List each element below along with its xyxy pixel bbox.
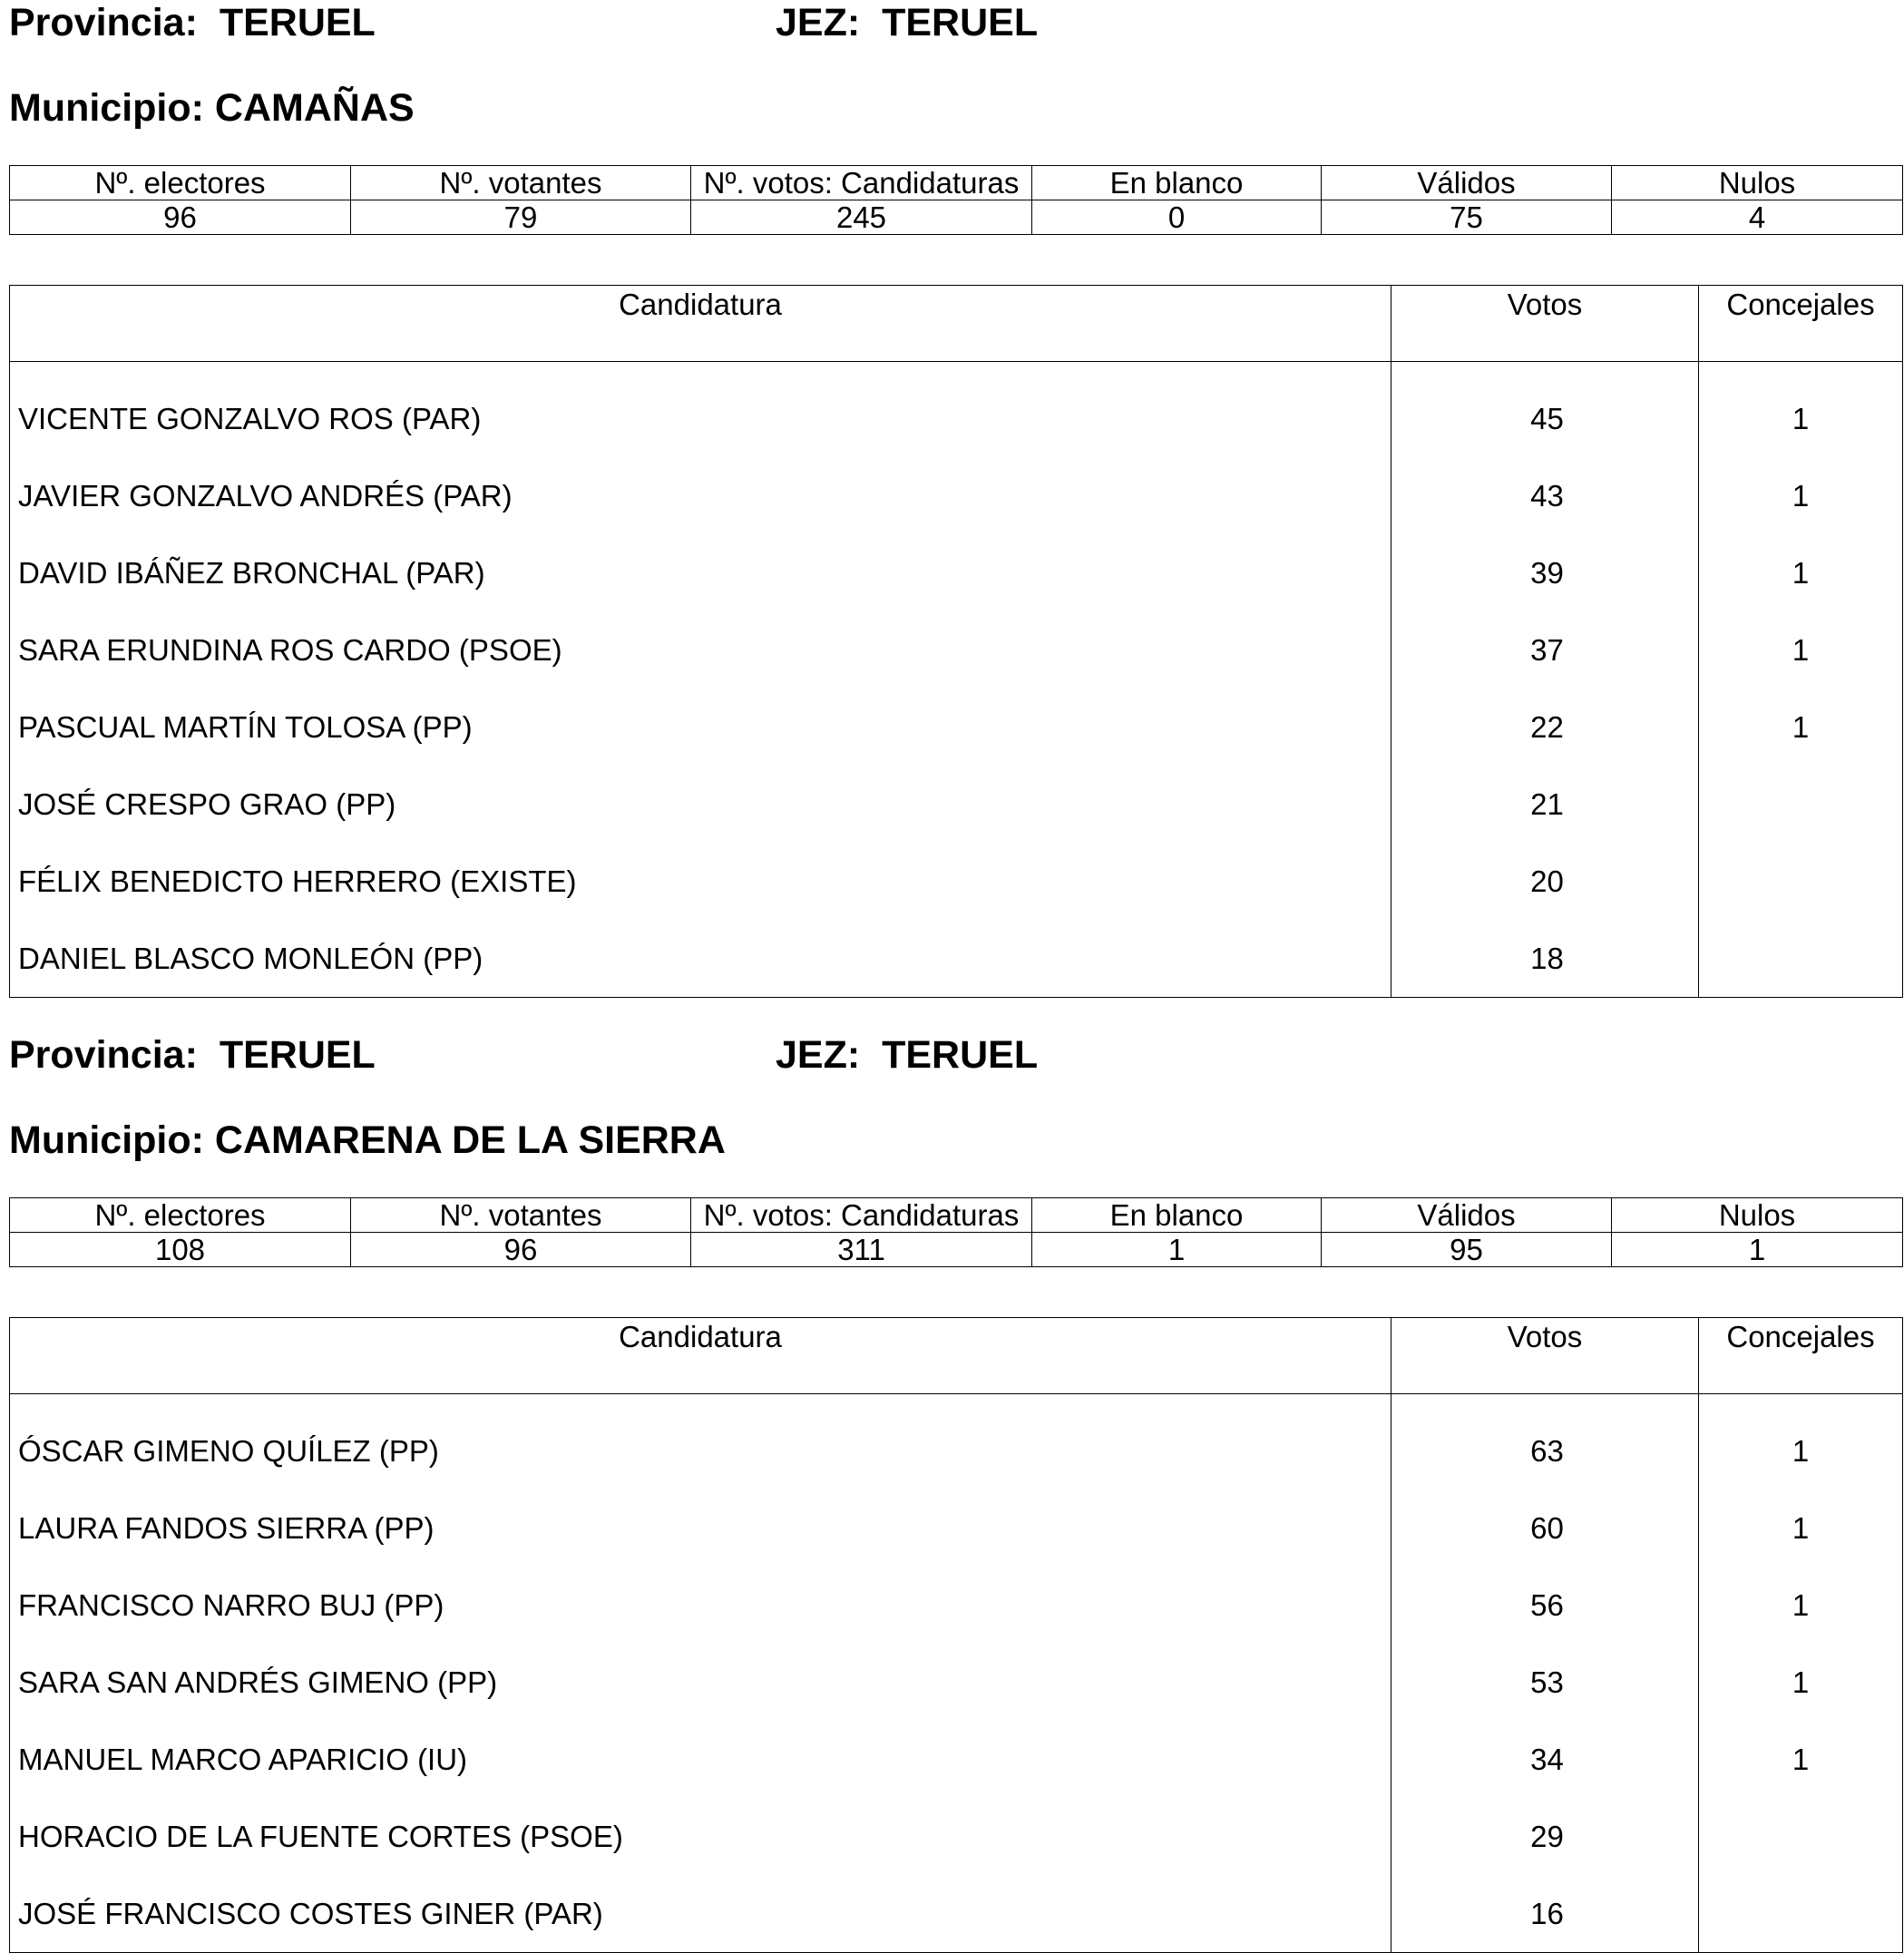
candidate-votes: 60 (1391, 1489, 1699, 1567)
table-row (10, 1644, 1903, 1721)
electores-value: 96 (10, 200, 351, 235)
candidates-table (9, 1317, 1903, 1953)
votos-candidaturas-value: 245 (691, 200, 1032, 235)
jez-header (776, 0, 1038, 46)
candidate-name: FÉLIX BENEDICTO HERRERO (EXISTE) (10, 843, 1391, 920)
candidate-name: FRANCISCO NARRO BUJ (PP) (10, 1567, 1391, 1644)
municipio-label: Municipio: (9, 1118, 204, 1162)
votos-header: Votos (1391, 1318, 1699, 1394)
electores-value: 108 (10, 1233, 351, 1267)
candidate-concejales: 1 (1699, 1412, 1903, 1489)
jez-value: TERUEL (882, 1033, 1039, 1077)
candidate-concejales: 1 (1699, 1644, 1903, 1721)
candidate-votes: 34 (1391, 1721, 1699, 1798)
candidate-votes: 18 (1391, 920, 1699, 998)
table-row (10, 843, 1903, 920)
candidate-votes: 20 (1391, 843, 1699, 920)
candidate-votes: 37 (1391, 611, 1699, 688)
candidate-name: JAVIER GONZALVO ANDRÉS (PAR) (10, 457, 1391, 534)
candidate-concejales (1699, 1875, 1903, 1953)
candidate-name: ÓSCAR GIMENO QUÍLEZ (PP) (10, 1412, 1391, 1489)
candidate-votes: 16 (1391, 1875, 1699, 1953)
provincia-header (9, 0, 376, 46)
table-row (10, 534, 1903, 611)
blanco-header: En blanco (1032, 166, 1322, 200)
candidate-name: PASCUAL MARTÍN TOLOSA (PP) (10, 688, 1391, 766)
jez-label: JEZ: (776, 1033, 861, 1077)
municipio-label: Municipio: (9, 86, 204, 130)
votos-candidaturas-header: Nº. votos: Candidaturas (691, 166, 1032, 200)
nulos-header: Nulos (1612, 1198, 1903, 1233)
blanco-value: 1 (1032, 1233, 1322, 1267)
candidate-votes: 39 (1391, 534, 1699, 611)
provincia-value: TERUEL (219, 1, 376, 44)
jez-label: JEZ: (776, 1, 861, 44)
validos-value: 95 (1322, 1233, 1612, 1267)
candidate-name: DANIEL BLASCO MONLEÓN (PP) (10, 920, 1391, 998)
summary-table (9, 1197, 1903, 1267)
candidate-votes: 63 (1391, 1412, 1699, 1489)
candidate-name: JOSÉ FRANCISCO COSTES GINER (PAR) (10, 1875, 1391, 1953)
jez-value: TERUEL (882, 1, 1039, 44)
candidatura-header: Candidatura (10, 286, 1391, 362)
blanco-header: En blanco (1032, 1198, 1322, 1233)
candidate-concejales (1699, 766, 1903, 843)
candidate-votes: 29 (1391, 1798, 1699, 1875)
electores-header: Nº. electores (10, 166, 351, 200)
candidate-concejales: 1 (1699, 457, 1903, 534)
table-row (10, 1875, 1903, 1953)
table-row (10, 611, 1903, 688)
candidate-votes: 53 (1391, 1644, 1699, 1721)
candidate-concejales: 1 (1699, 1721, 1903, 1798)
blanco-value: 0 (1032, 200, 1322, 235)
candidate-name: SARA ERUNDINA ROS CARDO (PSOE) (10, 611, 1391, 688)
table-row (10, 1721, 1903, 1798)
candidate-concejales: 1 (1699, 1489, 1903, 1567)
votantes-header: Nº. votantes (351, 166, 691, 200)
validos-value: 75 (1322, 200, 1612, 235)
summary-table (9, 165, 1903, 235)
provincia-label: Provincia: (9, 1033, 198, 1077)
provincia-header (9, 1031, 376, 1079)
validos-header: Válidos (1322, 1198, 1612, 1233)
concejales-header: Concejales (1699, 1318, 1903, 1394)
candidate-name: VICENTE GONZALVO ROS (PAR) (10, 380, 1391, 457)
candidate-name: JOSÉ CRESPO GRAO (PP) (10, 766, 1391, 843)
candidate-votes: 22 (1391, 688, 1699, 766)
table-row (10, 766, 1903, 843)
table-row (10, 457, 1903, 534)
candidate-concejales: 1 (1699, 534, 1903, 611)
candidate-name: HORACIO DE LA FUENTE CORTES (PSOE) (10, 1798, 1391, 1875)
candidate-name: SARA SAN ANDRÉS GIMENO (PP) (10, 1644, 1391, 1721)
candidate-votes: 45 (1391, 380, 1699, 457)
electores-header: Nº. electores (10, 1198, 351, 1233)
table-row (10, 1798, 1903, 1875)
candidate-concejales: 1 (1699, 688, 1903, 766)
votos-candidaturas-header: Nº. votos: Candidaturas (691, 1198, 1032, 1233)
candidate-votes: 21 (1391, 766, 1699, 843)
candidate-votes: 43 (1391, 457, 1699, 534)
candidate-concejales: 1 (1699, 380, 1903, 457)
jez-header (776, 1031, 1038, 1079)
table-row (10, 1412, 1903, 1489)
candidate-concejales: 1 (1699, 1567, 1903, 1644)
table-row (10, 380, 1903, 457)
nulos-value: 4 (1612, 200, 1903, 235)
table-row (10, 1567, 1903, 1644)
candidate-concejales (1699, 1798, 1903, 1875)
municipio-header (9, 84, 415, 132)
candidatura-header: Candidatura (10, 1318, 1391, 1394)
candidate-name: DAVID IBÁÑEZ BRONCHAL (PAR) (10, 534, 1391, 611)
municipio-value: CAMARENA DE LA SIERRA (214, 1118, 726, 1162)
votos-candidaturas-value: 311 (691, 1233, 1032, 1267)
municipio-value: CAMAÑAS (214, 86, 415, 130)
candidate-concejales (1699, 843, 1903, 920)
candidate-concejales: 1 (1699, 611, 1903, 688)
nulos-header: Nulos (1612, 166, 1903, 200)
candidate-votes: 56 (1391, 1567, 1699, 1644)
table-row (10, 1489, 1903, 1567)
provincia-value: TERUEL (219, 1033, 376, 1077)
candidates-table (9, 285, 1903, 998)
votantes-header: Nº. votantes (351, 1198, 691, 1233)
concejales-header: Concejales (1699, 286, 1903, 362)
votantes-value: 79 (351, 200, 691, 235)
provincia-label: Provincia: (9, 1, 198, 44)
validos-header: Válidos (1322, 166, 1612, 200)
votantes-value: 96 (351, 1233, 691, 1267)
table-row (10, 688, 1903, 766)
table-row (10, 920, 1903, 998)
municipio-header (9, 1117, 726, 1164)
candidate-name: LAURA FANDOS SIERRA (PP) (10, 1489, 1391, 1567)
candidate-concejales (1699, 920, 1903, 998)
votos-header: Votos (1391, 286, 1699, 362)
nulos-value: 1 (1612, 1233, 1903, 1267)
candidate-name: MANUEL MARCO APARICIO (IU) (10, 1721, 1391, 1798)
